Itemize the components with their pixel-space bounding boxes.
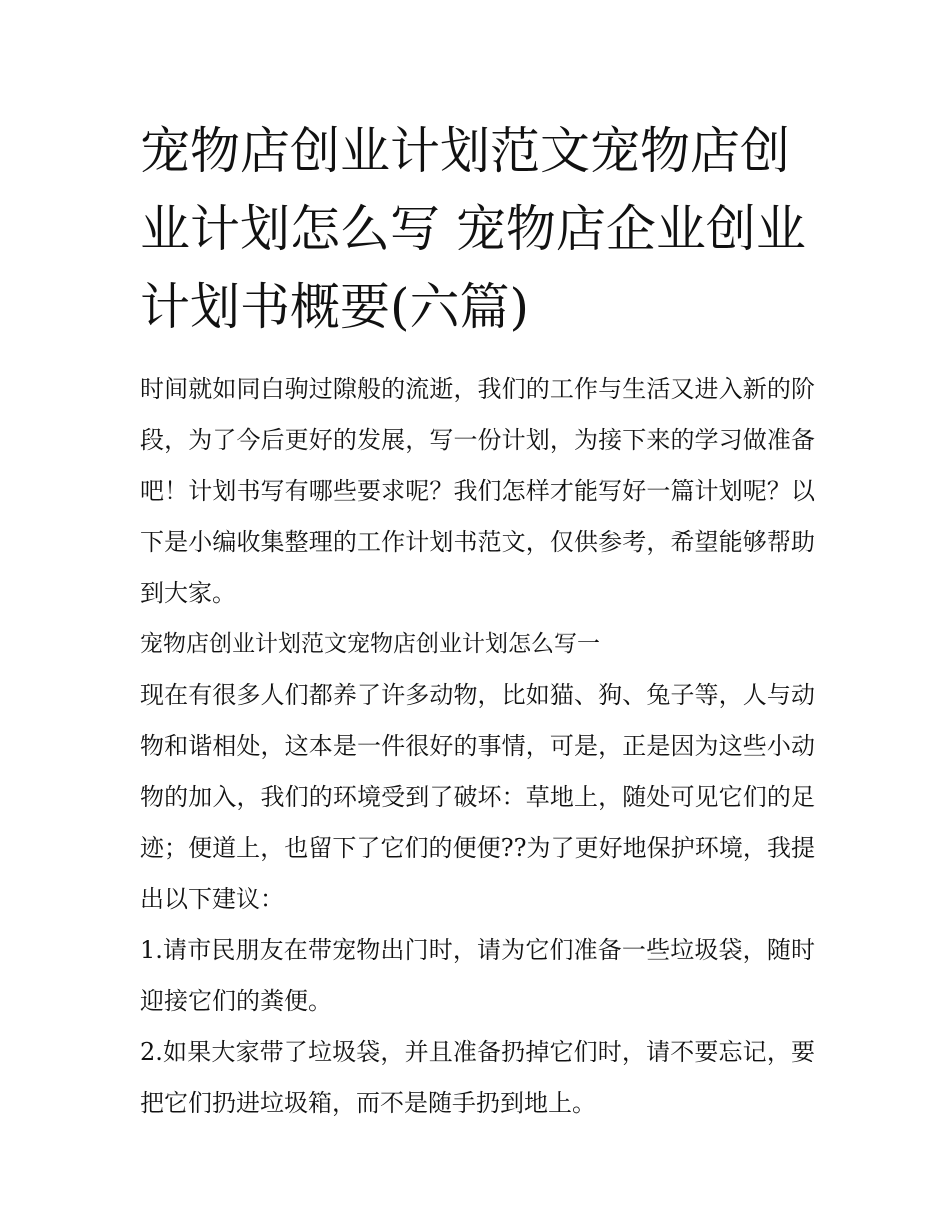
body-paragraph: 现在有很多人们都养了许多动物，比如猫、狗、兔子等，人与动物和谐相处，这本是一件很好的事情，可是，正是因为这些小动物的加入，我们的环境受到了破坏：草地上，随处可见它们的足迹；便道上，也留下了它们的便便??为了更好地保护环境，我提出以下建议： (140, 681, 815, 913)
intro-paragraph: 时间就如同白驹过隙般的流逝，我们的工作与生活又进入新的阶段，为了今后更好的发展，写一份计划，为接下来的学习做准备吧！计划书写有哪些要求呢？我们怎样才能写好一篇计划呢？以下是小编收集整理的工作计划书范文，仅供参考，希望能够帮助到大家。 (140, 375, 815, 607)
suggestion-2: 2.如果大家带了垃圾袋，并且准备扔掉它们时，请不要忘记，要把它们扔进垃圾箱，而不是随手扔到地上。 (140, 1038, 815, 1117)
document-body (140, 364, 815, 1129)
document-page (140, 112, 815, 1129)
suggestion-1: 1.请市民朋友在带宠物出门时，请为它们准备一些垃圾袋，随时迎接它们的粪便。 (140, 936, 815, 1015)
section-heading: 宠物店创业计划范文宠物店创业计划怎么写一 (140, 631, 600, 657)
document-title: 宠物店创业计划范文宠物店创业计划怎么写 宠物店企业创业计划书概要(六篇) (140, 122, 806, 336)
